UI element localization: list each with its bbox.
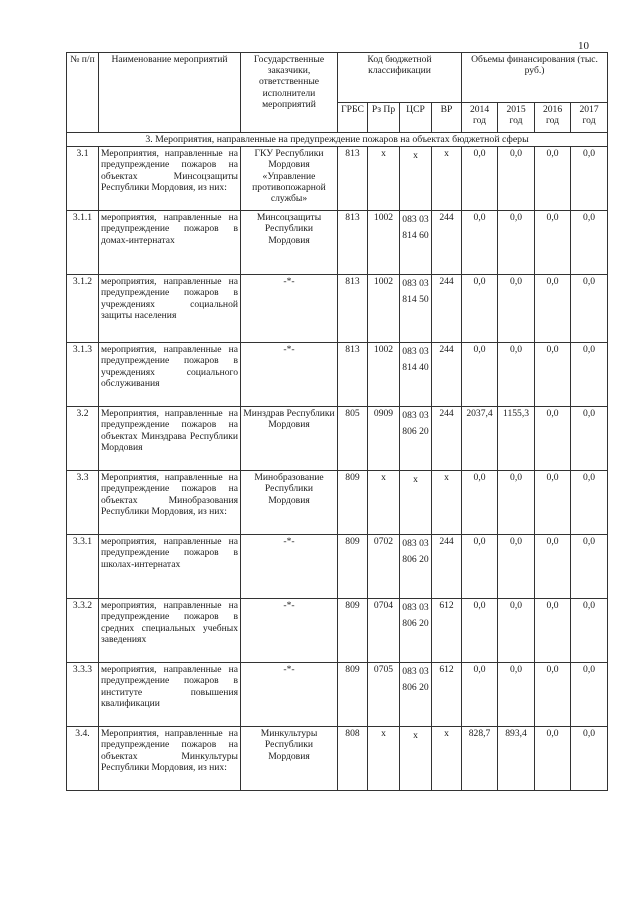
row-csr: 083 03 806 20 <box>400 663 432 727</box>
row-num: 3.2 <box>67 407 99 471</box>
row-name: мероприятия, направленные на предупреждение пожаров в учреждениях социальной защиты населения <box>99 275 241 343</box>
row-num: 3.1.3 <box>67 343 99 407</box>
row-csr: 083 03 814 60 <box>400 211 432 275</box>
row-customer: Минздрав Республики Мордовия <box>241 407 338 471</box>
row-csr: 083 03 806 20 <box>400 535 432 599</box>
financing-table <box>66 52 608 791</box>
table-header <box>67 53 608 133</box>
row-2015: 893,4 <box>498 727 535 791</box>
row-customer: -*- <box>241 535 338 599</box>
table-row <box>67 147 608 211</box>
table-row <box>67 407 608 471</box>
row-csr: х <box>400 727 432 791</box>
row-num: 3.3.2 <box>67 599 99 663</box>
row-name: Мероприятия, направленные на предупреждение пожаров на объектах Минсоцзащиты Республики Мордовия, из них: <box>99 147 241 211</box>
row-name: мероприятия, направленные на предупреждение пожаров в институте повышения квалификации <box>99 663 241 727</box>
header-2017: 2017 год <box>571 103 608 133</box>
row-2016: 0,0 <box>535 275 571 343</box>
header-grbs: ГРБС <box>338 103 368 133</box>
table-row <box>67 275 608 343</box>
row-csr: 083 03 814 40 <box>400 343 432 407</box>
row-name: Мероприятия, направленные на предупреждение пожаров на объектах Минкультуры Республики Мордовия, из них: <box>99 727 241 791</box>
row-vr: х <box>432 471 462 535</box>
row-customer: ГКУ Республики Мордовия «Управление противопожарной службы» <box>241 147 338 211</box>
header-budget-code: Код бюджетной классификации <box>338 53 462 103</box>
table-row <box>67 599 608 663</box>
row-2016: 0,0 <box>535 727 571 791</box>
row-grbs: 809 <box>338 663 368 727</box>
row-2017: 0,0 <box>571 211 608 275</box>
header-2016: 2016 год <box>535 103 571 133</box>
row-rzpr: 0704 <box>368 599 400 663</box>
row-rzpr: 1002 <box>368 211 400 275</box>
row-vr: 244 <box>432 211 462 275</box>
row-customer: -*- <box>241 663 338 727</box>
section-row <box>67 133 608 147</box>
row-2014: 0,0 <box>462 343 498 407</box>
row-2015: 0,0 <box>498 599 535 663</box>
row-num: 3.1.2 <box>67 275 99 343</box>
row-name: Мероприятия, направленные на предупреждение пожаров на объектах Минздрава Республики Мордовия <box>99 407 241 471</box>
row-2014: 0,0 <box>462 471 498 535</box>
header-rzpr: Рз Пр <box>368 103 400 133</box>
row-2014: 0,0 <box>462 663 498 727</box>
row-vr: 244 <box>432 535 462 599</box>
row-csr: 083 03 806 20 <box>400 599 432 663</box>
row-2016: 0,0 <box>535 663 571 727</box>
row-csr: 083 03 806 20 <box>400 407 432 471</box>
row-csr: х <box>400 471 432 535</box>
row-name: мероприятия, направленные на предупреждение пожаров в домах-интернатах <box>99 211 241 275</box>
row-grbs: 813 <box>338 275 368 343</box>
table-row <box>67 663 608 727</box>
row-vr: 612 <box>432 599 462 663</box>
header-csr: ЦСР <box>400 103 432 133</box>
row-2016: 0,0 <box>535 343 571 407</box>
row-2014: 0,0 <box>462 147 498 211</box>
row-2015: 0,0 <box>498 147 535 211</box>
row-2014: 0,0 <box>462 599 498 663</box>
row-customer: -*- <box>241 599 338 663</box>
header-2015: 2015 год <box>498 103 535 133</box>
row-grbs: 809 <box>338 471 368 535</box>
row-2017: 0,0 <box>571 663 608 727</box>
header-num: № п/п <box>67 53 99 133</box>
row-2014: 0,0 <box>462 275 498 343</box>
row-name: мероприятия, направленные на предупреждение пожаров в школах-интернатах <box>99 535 241 599</box>
row-2016: 0,0 <box>535 535 571 599</box>
row-2016: 0,0 <box>535 211 571 275</box>
row-grbs: 805 <box>338 407 368 471</box>
row-2017: 0,0 <box>571 727 608 791</box>
table-row <box>67 211 608 275</box>
section-title: 3. Мероприятия, направленные на предупреждение пожаров на объектах бюджетной сферы <box>67 133 608 147</box>
row-2014: 0,0 <box>462 535 498 599</box>
row-2015: 0,0 <box>498 211 535 275</box>
row-2015: 1155,3 <box>498 407 535 471</box>
row-2015: 0,0 <box>498 343 535 407</box>
row-vr: 612 <box>432 663 462 727</box>
header-customer: Государственные заказчики, ответственные исполнители мероприятий <box>241 53 338 133</box>
header-2014: 2014 год <box>462 103 498 133</box>
row-name: Мероприятия, направленные на предупреждение пожаров на объектах Минобразования Республики Мордовия, из них: <box>99 471 241 535</box>
row-2017: 0,0 <box>571 147 608 211</box>
table-row <box>67 727 608 791</box>
table-row <box>67 343 608 407</box>
header-financing: Объемы финансирования (тыс. руб.) <box>462 53 608 103</box>
row-vr: 244 <box>432 275 462 343</box>
row-2017: 0,0 <box>571 343 608 407</box>
row-2015: 0,0 <box>498 663 535 727</box>
row-name: мероприятия, направленные на предупреждение пожаров в учреждениях социального обслуживания <box>99 343 241 407</box>
header-vr: ВР <box>432 103 462 133</box>
row-2016: 0,0 <box>535 599 571 663</box>
row-customer: -*- <box>241 343 338 407</box>
row-2015: 0,0 <box>498 535 535 599</box>
row-vr: х <box>432 147 462 211</box>
row-num: 3.4. <box>67 727 99 791</box>
row-2017: 0,0 <box>571 535 608 599</box>
row-customer: Минкультуры Республики Мордовия <box>241 727 338 791</box>
row-2014: 2037,4 <box>462 407 498 471</box>
row-2015: 0,0 <box>498 275 535 343</box>
row-grbs: 813 <box>338 343 368 407</box>
row-customer: -*- <box>241 275 338 343</box>
row-num: 3.1 <box>67 147 99 211</box>
row-num: 3.3.1 <box>67 535 99 599</box>
row-2014: 0,0 <box>462 211 498 275</box>
table-row <box>67 471 608 535</box>
row-2016: 0,0 <box>535 407 571 471</box>
row-num: 3.1.1 <box>67 211 99 275</box>
row-customer: Минобразование Республики Мордовия <box>241 471 338 535</box>
row-csr: х <box>400 147 432 211</box>
row-2017: 0,0 <box>571 275 608 343</box>
row-rzpr: 1002 <box>368 275 400 343</box>
row-2016: 0,0 <box>535 147 571 211</box>
row-2017: 0,0 <box>571 471 608 535</box>
row-grbs: 813 <box>338 211 368 275</box>
row-rzpr: 1002 <box>368 343 400 407</box>
row-grbs: 809 <box>338 535 368 599</box>
row-rzpr: 0702 <box>368 535 400 599</box>
row-rzpr: 0909 <box>368 407 400 471</box>
row-grbs: 813 <box>338 147 368 211</box>
page-number: 10 <box>578 40 589 52</box>
row-2015: 0,0 <box>498 471 535 535</box>
row-rzpr: х <box>368 147 400 211</box>
row-2014: 828,7 <box>462 727 498 791</box>
row-customer: Минсоцзащиты Республики Мордовия <box>241 211 338 275</box>
row-name: мероприятия, направленные на предупреждение пожаров в средних специальных учебных заведениях <box>99 599 241 663</box>
row-vr: х <box>432 727 462 791</box>
row-vr: 244 <box>432 343 462 407</box>
row-rzpr: х <box>368 727 400 791</box>
row-vr: 244 <box>432 407 462 471</box>
row-csr: 083 03 814 50 <box>400 275 432 343</box>
row-grbs: 809 <box>338 599 368 663</box>
row-num: 3.3 <box>67 471 99 535</box>
row-2016: 0,0 <box>535 471 571 535</box>
table-row <box>67 535 608 599</box>
row-rzpr: х <box>368 471 400 535</box>
row-2017: 0,0 <box>571 599 608 663</box>
header-name: Наименование мероприятий <box>99 53 241 133</box>
row-rzpr: 0705 <box>368 663 400 727</box>
row-grbs: 808 <box>338 727 368 791</box>
row-2017: 0,0 <box>571 407 608 471</box>
row-num: 3.3.3 <box>67 663 99 727</box>
